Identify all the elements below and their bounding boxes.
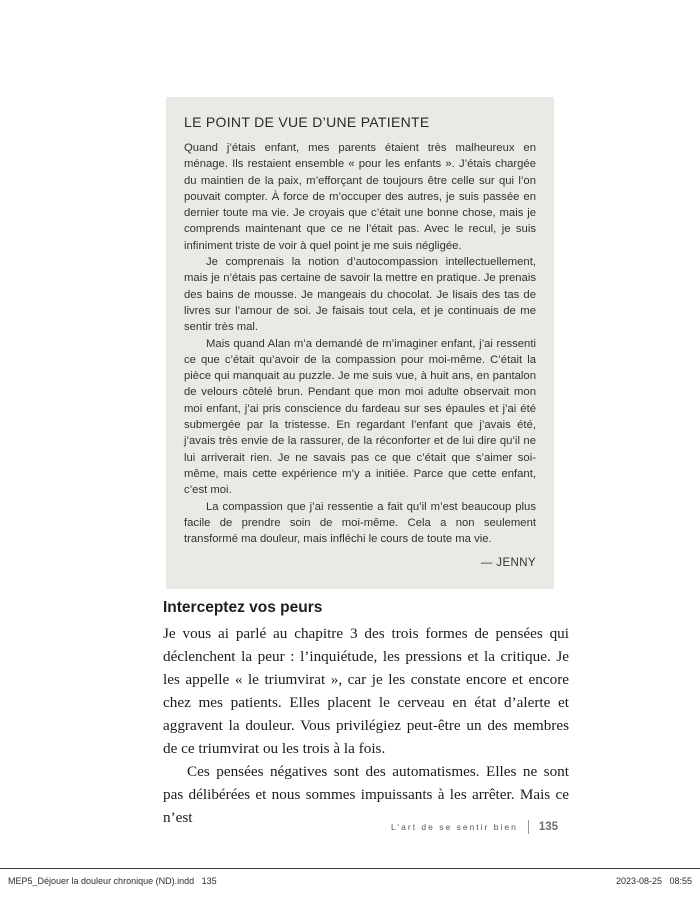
testimonial-paragraph: La compassion que j’ai ressentie a fait qu’il m’est beaucoup plus facile de prendre soin de moi-même. Cela a non seulement transformé ma douleur, mais infléchi le cours de toute ma vie. — [184, 500, 536, 546]
slug-rule — [0, 868, 700, 869]
running-title: L’art de se sentir bien — [391, 822, 518, 832]
body-text — [163, 622, 569, 829]
page-number: 135 — [538, 821, 558, 833]
testimonial-paragraph: Je comprenais la notion d’autocompassion intellectuellement, mais je n’étais pas certaine de savoir la mettre en pratique. Je prenais des bains de mousse. Je mangeais du chocolat. Je lisais des tas de livres sur l’amour de soi. Je faisais tout cela, et je continuais de me sentir très mal. — [184, 256, 536, 334]
testimonial-title: LE POINT DE VUE D’UNE PATIENTE — [184, 114, 430, 130]
running-footer — [391, 820, 558, 834]
body-paragraph: Ces pensées négatives sont des automatismes. Elles ne sont pas délibérées et nous sommes impuissants à les arrêter. Mais ce n’est — [163, 763, 569, 826]
testimonial-paragraph: Mais quand Alan m’a demandé de m’imaginer enfant, j’ai ressenti ce que c’était qu’avoir de la compassion pour moi-même. C’était la pièce qui manquait au puzzle. Je me suis vue, à huit ans, en pantalon de velours côtelé brun. Pendant que mon moi adulte observait mon moi enfant, j’ai pris conscience du fardeau sur ses épaules et j’ai été submergée par la tristesse. En regardant l’enfant que j’avais été, j’avais très envie de la rassurer, de la réconforter et de lui dire qu’il ne lui arriverait rien. Je ne savais pas ce que c’était que s’aimer soi-même, mais cette expérience m’y a initiée. Parce que cette enfant, c’est moi. — [184, 337, 536, 497]
testimonial-signature: — JENNY — [480, 557, 536, 570]
testimonial-box — [166, 97, 554, 589]
testimonial-paragraph: Quand j’étais enfant, mes parents étaient très malheureux en ménage. Ils restaient ensemble « pour les enfants ». J’étais chargée du maintien de la paix, m’efforçant de toujours être celle sur qui l’on pouvait compter. À force de m’occuper des autres, je suis passée en dernier toute ma vie. Je croyais que c’était une bonne chose, mais je comprends maintenant que ce ne l’était pas. Avec le recul, je suis infiniment triste de voir à quel point je me suis négligée. — [184, 142, 536, 252]
slug-filename: MEP5_Déjouer la douleur chronique (ND).indd 135 — [8, 876, 217, 886]
footer-divider — [528, 820, 529, 834]
body-paragraph: Je vous ai parlé au chapitre 3 des trois formes de pensées qui déclenchent la peur : l’inquiétude, les pressions et la critique. Je les appelle « le triumvirat », car je les constate encore et encore chez mes patients. Elles placent le cerveau en état d’alerte et aggravent la douleur. Vous privilégiez peut-être un des membres de ce triumvirat ou les trois à la fois. — [163, 625, 569, 757]
slug-timestamp: 2023-08-25 08:55 — [615, 876, 692, 886]
section-heading: Interceptez vos peurs — [163, 599, 323, 616]
